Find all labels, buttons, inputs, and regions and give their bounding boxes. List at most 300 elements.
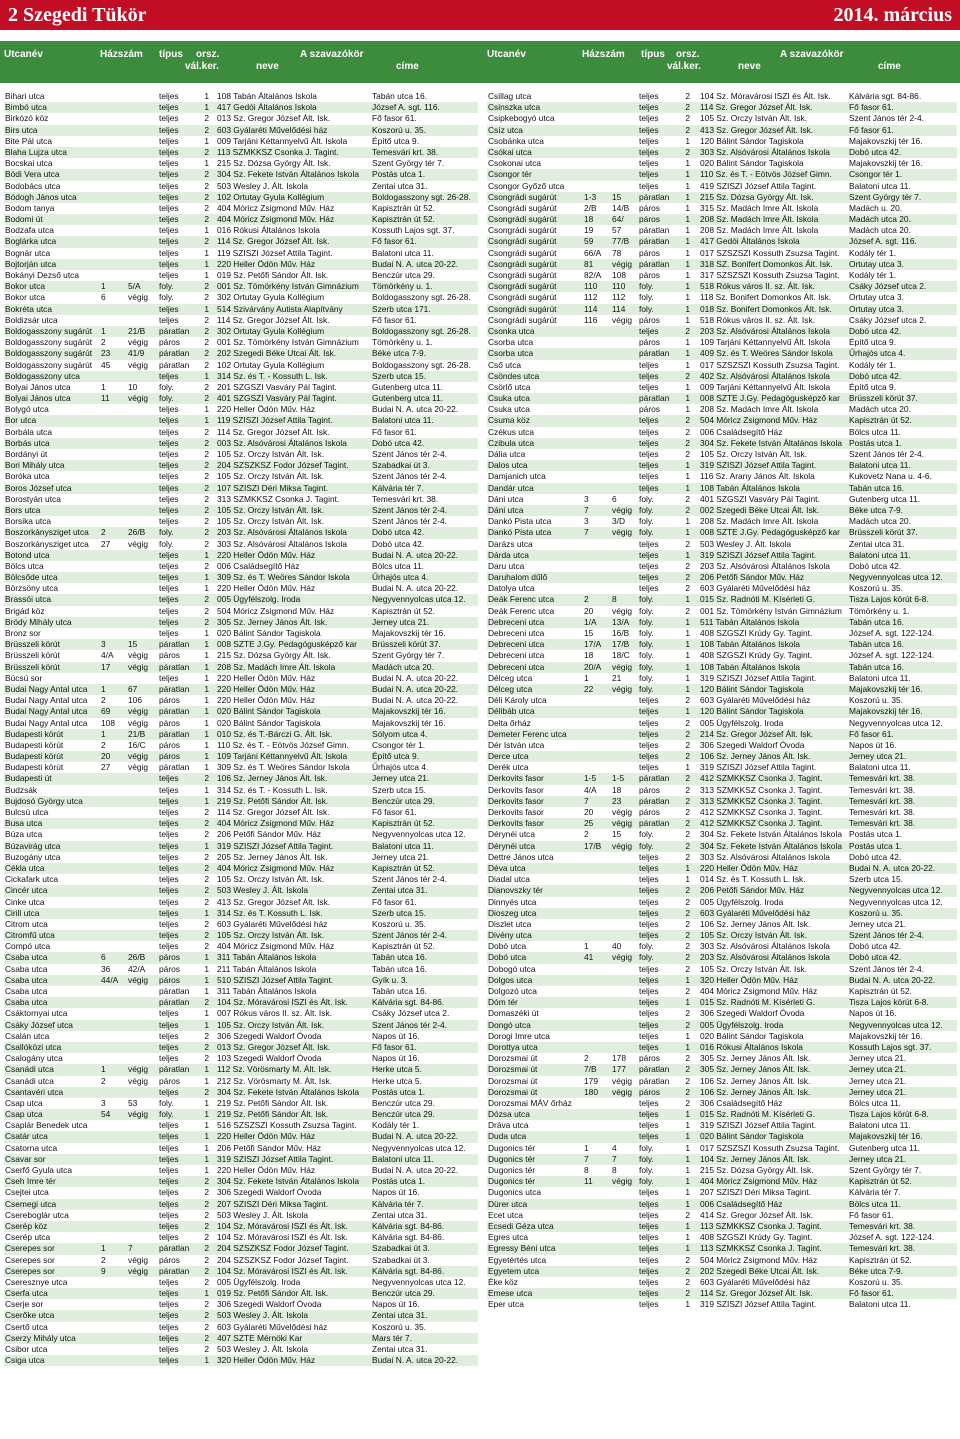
district: 2 (204, 773, 209, 784)
house-from: 179 (584, 1075, 598, 1086)
district: 2 (685, 1288, 690, 1299)
polling-station-address: Brüsszeli körút 37. (849, 527, 918, 538)
range-type: teljes (159, 885, 179, 896)
polling-station-address: Szent János tér 2-4. (372, 930, 447, 941)
street-name: Debreceni utca (488, 616, 545, 627)
street-name: Budapesti körút (5, 751, 64, 762)
street-name: Csongrádi sugárút (488, 270, 557, 280)
house-from: 2 (101, 739, 106, 750)
polling-station-address: Szerb utca 15. (849, 874, 904, 885)
polling-station-name: 107 SZISZI Déri Miksa Tagint. (217, 482, 329, 493)
street-name: Délceg utca (488, 672, 533, 683)
polling-station-address: Kapisztrán út 52. (372, 605, 435, 616)
street-name: Cseresznye utca (5, 1276, 68, 1287)
table-row (487, 650, 957, 661)
polling-station-address: Postás utca 1. (372, 1176, 426, 1187)
district: 2 (204, 169, 209, 180)
polling-station-name: 206 Petőfi Sándor Műv. Ház (217, 1142, 322, 1153)
table-row (487, 1232, 957, 1243)
district: 2 (685, 1276, 690, 1287)
street-name: Busa utca (5, 818, 43, 829)
table-row (487, 214, 957, 225)
street-name: Divény utca (488, 930, 532, 941)
street-name: Dongó utca (488, 1019, 531, 1030)
polling-station-address: Fő fasor 61. (372, 236, 417, 247)
district: 1 (204, 762, 209, 773)
table-row (4, 1299, 478, 1310)
polling-station-name: 106 Sz. Jerney János Ált. Isk. (700, 751, 811, 762)
range-type: foly. (639, 504, 654, 515)
polling-station-address: Dobó utca 42. (849, 952, 902, 963)
district: 1 (685, 270, 690, 280)
range-type: teljes (159, 258, 179, 269)
district: 2 (204, 1086, 209, 1097)
district: 2 (204, 1254, 209, 1265)
polling-station-name: 202 Szegedi Béke Utcai Ált. Isk. (217, 348, 337, 359)
range-type: páratlan (159, 762, 189, 773)
polling-station-name: 516 SZSZSZI Kossuth Zsuzsa Tagint. (217, 1120, 357, 1131)
table-row (4, 315, 478, 326)
house-from: 27 (101, 762, 111, 773)
polling-station-address: Balatoni utca 11. (372, 1153, 434, 1164)
polling-station-name: 104 Sz. Móravárosi ISZI és Ált. Isk. (217, 997, 348, 1008)
polling-station-name: 309 Sz. és T. Weöres Sándor Iskola (217, 762, 350, 773)
house-to: 178 (612, 1053, 626, 1064)
polling-station-name: 319 SZISZI József Attila Tagint. (217, 840, 334, 851)
range-type: teljes (639, 896, 659, 907)
polling-station-address: Fő fasor 61. (372, 314, 417, 325)
range-type: teljes (639, 1232, 659, 1243)
street-name: Csongrádi sugárút (488, 236, 557, 247)
house-from: 44/A (101, 974, 119, 985)
table-row (487, 997, 957, 1008)
house-to: 78 (612, 247, 622, 258)
polling-station-name: 306 Családsegítő Ház (700, 1097, 783, 1108)
house-to: 41/9 (128, 348, 145, 359)
polling-station-name: 220 Heller Ödön Műv. Ház (217, 672, 316, 683)
range-type: teljes (639, 1220, 659, 1231)
range-type: teljes (639, 1131, 659, 1142)
district: 2 (204, 1276, 209, 1287)
table-row (4, 1199, 478, 1210)
street-name: Budapesti körút (5, 739, 64, 750)
table-row (4, 91, 478, 102)
polling-station-address: Szent György tér 7. (372, 650, 445, 661)
house-to: végig (612, 807, 633, 817)
polling-station-address: Napos út 16. (372, 1030, 420, 1041)
polling-station-name: 207 SZISZI Déri Miksa Tagint. (700, 1187, 812, 1198)
house-to: 53 (128, 1097, 138, 1108)
house-from: 1 (101, 683, 106, 694)
range-type: teljes (639, 1120, 659, 1131)
street-name: Cinke utca (5, 896, 45, 907)
polling-station-name: 108 Tabán Általános Iskola (700, 482, 800, 493)
street-name: Dandár utca (488, 482, 534, 493)
range-type: foly. (159, 527, 174, 538)
street-name: Dobó utca (488, 952, 527, 963)
district: 1 (685, 381, 690, 392)
range-type: teljes (159, 851, 179, 862)
house-to: 21/B (128, 728, 146, 739)
table-row (4, 650, 478, 661)
district: 2 (204, 1030, 209, 1041)
table-row (487, 236, 957, 247)
range-type: páratlan (639, 795, 670, 806)
polling-station-name: 314 Sz. és T. - Kossuth L. Isk. (217, 784, 328, 795)
range-type: teljes (159, 91, 179, 101)
polling-station-address: Kálvária tér 7. (849, 1187, 901, 1198)
table-row (4, 415, 478, 426)
polling-station-address: Madách utca 20. (849, 404, 911, 415)
table-row (4, 818, 478, 829)
polling-station-address: Jerney utca 21. (849, 751, 907, 762)
house-to: végig (128, 1075, 149, 1086)
polling-station-name: 603 Gyálaréti Művelődési ház (700, 583, 811, 594)
polling-station-address: Balatoni utca 11. (372, 840, 434, 851)
house-from: 110 (584, 281, 598, 292)
polling-station-name: 105 Sz. Orczy István Ált. Isk. (700, 930, 808, 941)
polling-station-address: Negyvennyolcas utca 12. (849, 1019, 943, 1030)
range-type: teljes (639, 1243, 659, 1254)
range-type: páratlan (159, 661, 189, 672)
house-to: 106 (128, 695, 142, 706)
street-name: Bódogh János utca (5, 191, 77, 202)
table-row (4, 348, 478, 359)
district: 1 (204, 1075, 209, 1086)
polling-station-name: 020 Bálint Sándor Tagiskola (217, 628, 321, 638)
table-row (487, 684, 957, 695)
polling-station-address: Tabán utca 16. (849, 661, 904, 672)
table-row (487, 594, 957, 605)
table-row (487, 91, 957, 102)
district: 1 (685, 1176, 690, 1187)
range-type: teljes (159, 840, 179, 851)
polling-station-name: 503 Wesley J. Ált. Iskola (700, 538, 792, 549)
district: 1 (204, 795, 209, 806)
district: 1 (204, 1131, 209, 1142)
polling-station-address: Negyvennyolcas utca 12. (372, 829, 466, 840)
district: 2 (204, 191, 209, 202)
polling-station-address: Szent György tér 7. (849, 1165, 922, 1175)
polling-station-name: 220 Heller Ödön Műv. Ház (217, 583, 316, 594)
street-name: Csillag utca (488, 91, 532, 101)
district: 2 (685, 952, 690, 963)
polling-station-name: 603 Gyálaréti Művelődési ház (700, 1276, 811, 1287)
street-name: Cickafark utca (5, 874, 59, 885)
table-row (487, 818, 957, 829)
district: 1 (685, 359, 690, 370)
polling-station-address: Kapisztrán út 52. (372, 818, 435, 829)
district: 1 (685, 650, 690, 661)
district: 2 (685, 907, 690, 918)
street-name: Csongrádi sugárút (488, 258, 557, 269)
range-type: teljes (639, 918, 659, 929)
polling-station-name: 306 Szegedi Waldorf Óvoda (217, 1187, 322, 1198)
table-row (487, 203, 957, 214)
house-from: 20 (584, 605, 594, 616)
table-row (487, 986, 957, 997)
district: 1 (204, 135, 209, 146)
polling-station-name: 017 SZSZSZI Kossuth Zsuzsa Tagint. (700, 247, 840, 258)
polling-station-name: 108 Tabán Általános Iskola (700, 639, 800, 650)
polling-station-address: Jerney utca 21. (849, 918, 907, 929)
range-type: páratlan (159, 348, 189, 359)
district: 1 (685, 1131, 690, 1142)
district: 2 (204, 1344, 209, 1354)
polling-station-name: 313 SZMKKSZ Csonka J. Tagint. (700, 795, 823, 806)
district: 2 (204, 426, 209, 437)
polling-station-address: Postás utca 1. (372, 169, 426, 180)
house-from: 15 (584, 628, 594, 638)
range-type: foly. (639, 281, 654, 292)
table-row (487, 751, 957, 762)
polling-station-name: 007 Rókus város II. sz. Ált. Isk. (217, 1008, 332, 1019)
range-type: teljes (639, 739, 659, 750)
street-name: Brassói utca (5, 594, 52, 605)
range-type: páratlan (639, 1075, 670, 1086)
district: 1 (204, 1288, 209, 1299)
polling-station-address: Szent János tér 2-4. (849, 113, 924, 124)
house-from: 81 (584, 258, 594, 269)
polling-station-name: 010 Sz. és T.-Bárczi G. Ált. Isk. (217, 728, 333, 739)
street-name: Csibor utca (5, 1344, 48, 1354)
table-row (4, 740, 478, 751)
street-name: Csereboglár utca (5, 1209, 69, 1220)
range-type: teljes (639, 146, 659, 157)
house-from: 27 (101, 538, 111, 549)
district: 1 (204, 952, 209, 963)
district: 2 (204, 829, 209, 840)
street-name: Bronz sor (5, 628, 41, 638)
house-to: 114 (612, 303, 626, 314)
polling-station-address: Szerb utca 171. (372, 303, 431, 314)
street-name: Csorba utca (488, 348, 534, 359)
district: 1 (685, 594, 690, 605)
polling-station-name: 304 Sz. Fekete István Általános Iskola (217, 1086, 359, 1097)
range-type: foly. (639, 941, 654, 952)
street-name: Damjanich utca (488, 471, 546, 482)
polling-station-address: Bölcs utca 11. (849, 1198, 901, 1209)
table-row (487, 1165, 957, 1176)
table-row (487, 1053, 957, 1064)
table-row (487, 1255, 957, 1266)
district: 1 (204, 739, 209, 750)
street-name: Bódi Vera utca (5, 169, 60, 180)
street-name: Diszlet utca (488, 918, 532, 929)
street-name: Bori Mihály utca (5, 460, 65, 471)
street-name: Csongrádi sugárút (488, 247, 557, 258)
polling-station-address: Tömörkény u. 1. (372, 281, 433, 292)
street-name: Búza utca (5, 829, 43, 840)
polling-station-name: 404 Móricz Zsigmond Műv. Ház (217, 818, 335, 829)
polling-station-name: 504 Móricz Zsigmond Műv. Ház (217, 605, 335, 616)
table-row (487, 762, 957, 773)
polling-station-address: Balatoni utca 11. (849, 460, 911, 471)
polling-station-name: 417 Gedói Általános Iskola (217, 102, 317, 113)
range-type: teljes (159, 807, 179, 817)
polling-station-address: Temesvári krt. 38. (849, 773, 916, 784)
range-type: teljes (639, 471, 659, 482)
polling-station-name: 212 Sz. Vörösmarty M. Ált. Isk. (217, 1075, 332, 1086)
street-name: Dália utca (488, 449, 526, 459)
polling-station-address: Balatoni utca 11. (849, 549, 911, 560)
street-name: Csorba utca (488, 337, 534, 348)
street-name: Dóm tér (488, 997, 518, 1008)
house-from: 7 (584, 795, 589, 806)
range-type: teljes (159, 1053, 179, 1064)
district: 1 (204, 1019, 209, 1030)
street-name: Csavar sor (5, 1153, 46, 1164)
table-row (4, 1008, 478, 1019)
table-row (4, 1187, 478, 1198)
house-to: végig (612, 840, 633, 851)
house-from: 1 (101, 1064, 106, 1075)
house-from: 2 (584, 829, 589, 840)
range-type: foly. (639, 650, 654, 661)
range-type: páratlan (639, 773, 670, 784)
street-name: Compó utca (5, 941, 51, 952)
polling-station-address: Balatoni utca 11. (372, 415, 434, 426)
district: 2 (204, 359, 209, 370)
polling-station-address: Koszorú u. 35. (372, 1321, 427, 1332)
house-from: 1 (101, 1243, 106, 1254)
range-type: teljes (159, 1019, 179, 1030)
range-type: foly. (639, 605, 654, 616)
table-row (487, 1064, 957, 1075)
polling-station-address: Gutenberg utca 11. (372, 381, 444, 392)
polling-station-name: 413 Sz. Gregor József Ált. Isk. (700, 124, 814, 135)
polling-station-name: 202 Szegedi Béke Utcai Ált. Isk. (700, 1265, 820, 1276)
polling-station-address: Balatoni utca 11. (372, 247, 434, 258)
street-name: Boszorkánysziget utca (5, 538, 89, 549)
district: 2 (685, 493, 690, 504)
polling-station-address: Szent György tér 7. (849, 191, 922, 202)
range-type: teljes (159, 1355, 179, 1366)
range-type: páros (639, 784, 660, 795)
district: 1 (685, 460, 690, 471)
range-type: teljes (159, 1299, 179, 1310)
polling-station-name: 103 Szegedi Waldorf Óvoda (217, 1053, 322, 1064)
polling-station-address: Szerb utca 15. (372, 370, 427, 381)
polling-station-name: 019 Sz. Petőfi Sándor Ált. Isk. (217, 270, 329, 280)
polling-station-name: 105 Sz. Orczy István Ált. Isk. (700, 449, 808, 459)
street-name: Derék utca (488, 762, 529, 773)
polling-station-name: 205 Sz. Jerney János Ált. Isk. (217, 851, 328, 862)
polling-station-address: Boldogasszony sgt. 26-28. (372, 292, 471, 303)
district: 1 (685, 527, 690, 538)
house-from: 59 (584, 236, 594, 247)
polling-station-address: Zentai utca 31. (372, 885, 428, 896)
polling-station-address: Gutenberg utca 11. (849, 493, 921, 504)
polling-station-name: 119 SZISZI József Attila Tagint. (217, 247, 333, 258)
polling-station-name: 009 Tarjáni Kéttannyelvű Ált. Iskola (217, 135, 348, 146)
polling-station-name: 304 Sz. Fekete István Általános Iskola (217, 1176, 359, 1187)
polling-station-name: 504 Móricz Zsigmond Műv. Ház (700, 415, 818, 426)
district: 2 (685, 986, 690, 996)
table-row (4, 337, 478, 348)
house-from: 2/B (584, 202, 597, 213)
range-type: teljes (159, 202, 179, 213)
polling-station-name: 017 SZSZSZI Kossuth Zsuzsa Tagint. (700, 359, 840, 370)
polling-station-address: Budai N. A. utca 20-22. (372, 695, 459, 706)
polling-station-address: Építő utca 9. (849, 381, 897, 392)
table-row (487, 897, 957, 908)
district: 2 (685, 113, 690, 124)
district: 2 (204, 460, 209, 471)
table-row (487, 371, 957, 382)
district: 2 (685, 1008, 690, 1019)
house-from: 45 (101, 359, 111, 370)
street-name: Buzogány utca (5, 851, 61, 862)
polling-station-address: Jerney utca 21. (372, 851, 430, 862)
polling-station-address: Bölcs utca 11. (849, 1097, 901, 1108)
district: 2 (685, 751, 690, 762)
district: 2 (685, 583, 690, 594)
polling-station-address: Csongor tér 1. (849, 169, 903, 180)
polling-station-name: 503 Wesley J. Ált. Iskola (217, 885, 309, 896)
polling-station-name: 412 SZMKKSZ Csonka J. Tagint. (700, 807, 823, 817)
district: 2 (204, 281, 209, 292)
polling-station-address: Negyvennyolcas utca 12. (849, 717, 943, 728)
table-row (487, 1277, 957, 1288)
street-name: Bokor utca (5, 292, 46, 303)
table-row (4, 807, 478, 818)
polling-station-name: 214 Sz. Gregor József Ált. Isk. (700, 728, 814, 739)
table-row (487, 829, 957, 840)
range-type: foly. (639, 516, 654, 527)
range-type: foly. (639, 672, 654, 683)
district: 1 (685, 661, 690, 672)
table-row (487, 639, 957, 650)
table-row (4, 1143, 478, 1154)
range-type: teljes (639, 1265, 659, 1276)
polling-station-name: 109 Tarjáni Kéttannyelvű Ált. Iskola (217, 751, 348, 762)
district: 2 (204, 807, 209, 817)
range-type: teljes (159, 135, 179, 146)
house-from: 180 (584, 1086, 598, 1097)
polling-station-name: 105 Sz. Orczy István Ált. Isk. (217, 1019, 325, 1030)
house-from: 1-3 (584, 191, 597, 202)
table-row (487, 1199, 957, 1210)
district: 2 (685, 426, 690, 437)
polling-station-address: Koszorú u. 35. (372, 124, 427, 135)
polling-station-name: 320 Heller Ödön Műv. Ház (700, 974, 799, 985)
table-row (487, 360, 957, 371)
district: 1 (204, 91, 209, 101)
polling-station-name: 208 Sz. Madách Imre Ált. Iskola (700, 214, 819, 225)
street-name: Cirill utca (5, 907, 40, 918)
polling-station-name: 319 SZISZI József Attila Tagint. (700, 460, 817, 471)
district: 1 (685, 1220, 690, 1231)
table-row (4, 192, 478, 203)
range-type: teljes (639, 1109, 659, 1120)
range-type: teljes (639, 1187, 659, 1198)
table-row (4, 1176, 478, 1187)
col-utcanev-2: Utcanév (487, 49, 526, 60)
polling-station-name: 313 SZMKKSZ Csonka J. Tagint. (217, 493, 340, 504)
district: 1 (204, 974, 209, 985)
table-row (4, 628, 478, 639)
district: 2 (685, 773, 690, 784)
table-row (4, 829, 478, 840)
polling-station-name: 005 Ügyfélszolg. Iroda (700, 896, 784, 907)
range-type: páratlan (159, 683, 189, 694)
house-from: 112 (584, 292, 598, 303)
district: 1 (685, 180, 690, 191)
polling-station-name: 215 Sz. Dózsa György Ált. Isk. (217, 650, 331, 661)
district: 2 (685, 695, 690, 706)
polling-station-address: Csáky József utca 2. (849, 314, 927, 325)
